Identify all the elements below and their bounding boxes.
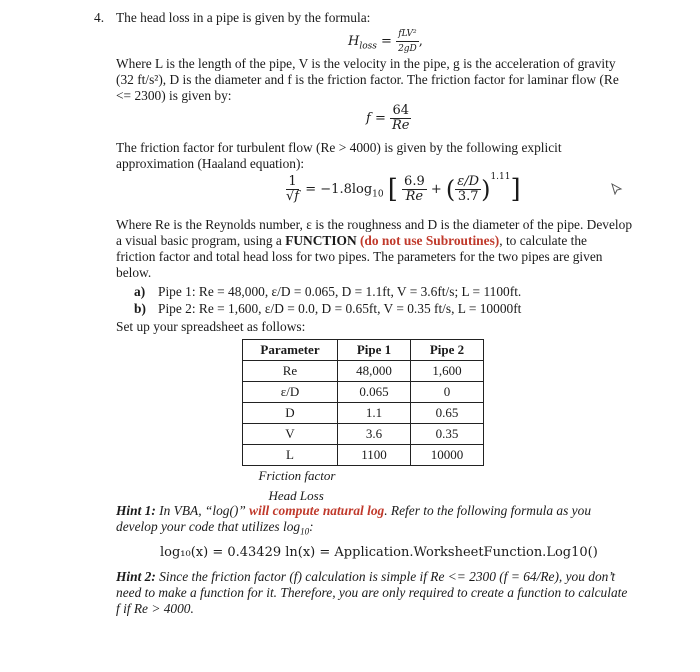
- hint-2-line-3: f if Re > 4000.: [116, 601, 194, 616]
- param-cell: D: [243, 403, 338, 424]
- table-header-row: [243, 340, 484, 361]
- laminar-lhs: f =: [366, 111, 386, 126]
- friction-factor-row: [243, 466, 484, 487]
- hint-1d-sub: 10: [300, 526, 310, 537]
- laminar-formula: [366, 104, 411, 133]
- header-pipe-2: Pipe 2: [411, 340, 484, 361]
- haaland-term1-num: 6.9: [404, 174, 425, 189]
- pipe1-cell: 3.6: [338, 424, 411, 445]
- hint-2-line-2: need to make a function for it. Therefore, you are only required to create a function to calculate: [116, 585, 628, 600]
- hloss-sub: loss: [359, 41, 377, 52]
- pipe2-cell: 10000: [411, 445, 484, 466]
- natural-log-note: will compute natural log: [249, 503, 385, 518]
- pipe2-cell: 0.65: [411, 403, 484, 424]
- haaland-lhs-den: √f: [286, 189, 300, 204]
- hint-2a: Since the friction factor (f) calculation is simple if Re <= 2300 (f = 64/Re), you don’t: [155, 569, 616, 584]
- laminar-denominator: Re: [391, 118, 410, 133]
- haaland-plus: +: [430, 182, 442, 197]
- param-cell: V: [243, 424, 338, 445]
- table-row: [243, 361, 484, 382]
- hloss-numerator: fLV²: [396, 27, 418, 42]
- haaland-mid-sub: 10: [372, 189, 384, 200]
- no-subroutines-note: (do not use Subroutines): [356, 233, 500, 248]
- table-row: [243, 382, 484, 403]
- pipe2-cell: 1,600: [411, 361, 484, 382]
- haaland-exponent: 1.11: [490, 172, 511, 182]
- haaland-term1-den: Re: [405, 189, 424, 204]
- spreadsheet-table: [242, 339, 484, 506]
- table-row: [243, 424, 484, 445]
- hloss-lhs: H: [348, 34, 360, 49]
- where-re-line-2: [116, 233, 587, 249]
- haaland-formula: $\frac{1}{√f}$ = $-1.8\log_{10}$ [ $\frac{6.9}{Re}$ + ( $\frac{\varepsilon/D}{3.7}$ )$^{1.11}$]: [286, 172, 521, 205]
- setup-instruction: Set up your spreadsheet as follows:: [116, 319, 306, 334]
- hint-1a: In VBA, “log()”: [155, 503, 250, 518]
- param-cell: ε/D: [243, 382, 338, 403]
- where-re-2a: a visual basic program, using a: [116, 233, 286, 248]
- where-re-2d: , to calculate the: [499, 233, 587, 248]
- hint-1c: . Refer to the following formula as you: [384, 503, 592, 518]
- hint-1-line-1: [116, 503, 591, 519]
- question-intro: The head loss in a pipe is given by the formula:: [116, 10, 371, 25]
- table-row: [243, 445, 484, 466]
- pipe-a-label: a): [134, 284, 146, 299]
- question-number: 4.: [94, 10, 105, 25]
- mouse-cursor-icon: [611, 183, 623, 195]
- pipe-b-label: b): [134, 301, 146, 316]
- hint-1d: develop your code that utilizes log: [116, 519, 301, 534]
- haaland-lhs-num: 1: [288, 174, 297, 189]
- table-row: [243, 403, 484, 424]
- turbulent-line-2: approximation (Haaland equation):: [116, 156, 305, 171]
- laminar-numerator: 64: [392, 103, 409, 118]
- hint-1-line-2: [116, 519, 314, 540]
- haaland-mid: = −1.8log: [305, 182, 373, 197]
- where-re-line-4: below.: [116, 265, 152, 280]
- where-re-line-3: friction factor and total head loss for two pipes. The parameters for the two pipes are given: [116, 249, 603, 264]
- where-line-1: Where L is the length of the pipe, V is the velocity in the pipe, g is the acceleration of gravity: [116, 56, 616, 71]
- hloss-denominator: 2gD: [398, 44, 417, 54]
- hint-2-line-1: [116, 569, 615, 585]
- head-loss-label: Head Loss: [268, 488, 324, 503]
- hint-1d-end: :: [309, 519, 314, 534]
- head-loss-formula: $H_{loss}$ = $\frac{\text{fLV²}}{2gD}$ ,: [348, 29, 423, 54]
- where-line-3: <= 2300) is given by:: [116, 88, 232, 103]
- hint-2-label: Hint 2:: [116, 569, 156, 584]
- pipe2-cell: 0: [411, 382, 484, 403]
- param-cell: L: [243, 445, 338, 466]
- pipe-a-params: Pipe 1: Re = 48,000, ε/D = 0.065, D = 1.1ft, V = 3.6ft/s; L = 1100ft.: [158, 284, 522, 299]
- pipe2-cell: 0.35: [411, 424, 484, 445]
- param-cell: Re: [243, 361, 338, 382]
- where-re-line-1: Where Re is the Reynolds number, ε is the roughness and D is the diameter of the pipe. Develop: [116, 217, 633, 232]
- friction-factor-label: Friction factor: [258, 468, 336, 483]
- pipe1-cell: 48,000: [338, 361, 411, 382]
- haaland-term2-den: 3.7: [457, 189, 479, 204]
- log10-formula: log₁₀(x) = 0.43429 ln(x) = Application.WorksheetFunction.Log10(): [160, 545, 598, 560]
- pipe-b-params: Pipe 2: Re = 1,600, ε/D = 0.0, D = 0.65ft, V = 0.35 ft/s, L = 10000ft: [158, 301, 522, 316]
- pipe1-cell: 1100: [338, 445, 411, 466]
- pipe1-cell: 1.1: [338, 403, 411, 424]
- haaland-term2-num: ε/D: [457, 174, 480, 189]
- header-parameter: Parameter: [243, 340, 338, 361]
- hloss-trail: ,: [418, 34, 423, 49]
- hint-1-label: Hint 1:: [116, 503, 156, 518]
- header-pipe-1: Pipe 1: [338, 340, 411, 361]
- turbulent-line-1: The friction factor for turbulent flow (Re > 4000) is given by the following explicit: [116, 140, 562, 155]
- where-line-2: (32 ft/s²), D is the diameter and f is the friction factor. The friction factor for laminar flow (Re: [116, 72, 619, 87]
- pipe1-cell: 0.065: [338, 382, 411, 403]
- function-keyword: FUNCTION: [285, 233, 357, 248]
